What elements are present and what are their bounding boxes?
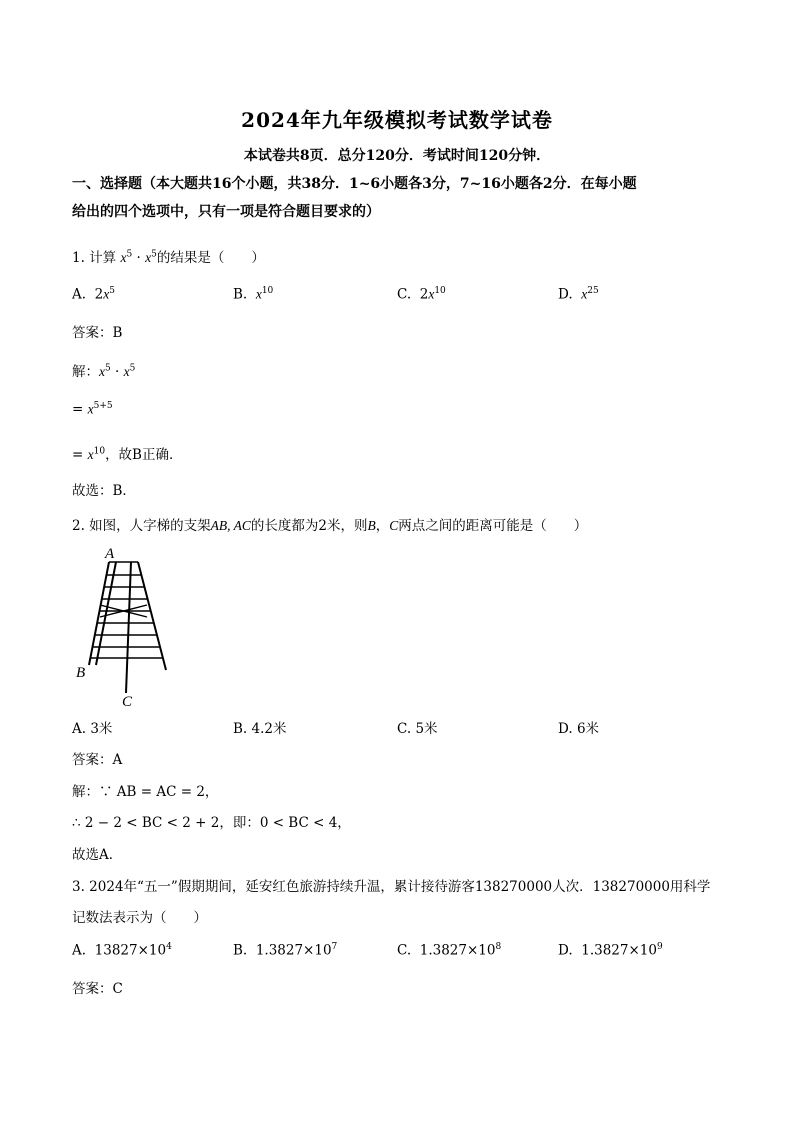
q1-base-2: x — [145, 250, 152, 265]
sol-base-2: x — [123, 364, 130, 379]
q2-point-b: B — [367, 518, 376, 533]
option-mantissa: 1.3827×10 — [255, 942, 332, 959]
option-label: B. — [233, 942, 248, 959]
q2-option-c — [397, 717, 438, 737]
sol-base: x — [99, 364, 105, 379]
q1-solution-line3 — [72, 443, 182, 463]
q1-option-a — [72, 286, 115, 303]
ladder-rails — [89, 562, 166, 693]
option-label: C. — [397, 721, 412, 737]
label-b: B — [76, 665, 86, 681]
option-coef: 2 — [94, 286, 104, 303]
option-exp: 4 — [166, 942, 172, 952]
option-exp: 7 — [331, 942, 338, 952]
equals-sign: = — [72, 447, 84, 463]
option-exp: 10 — [261, 286, 274, 296]
option-base: x — [255, 286, 262, 302]
q1-answer: 答案：B — [72, 325, 123, 341]
option-base: x — [428, 286, 435, 302]
option-exp: 10 — [434, 286, 446, 296]
q1-exp: 5 — [126, 249, 133, 260]
option-text: 3米 — [90, 721, 113, 737]
option-label: C. — [397, 286, 412, 303]
option-label: A. — [72, 942, 87, 959]
q2-stem-text: 2. 如图，人字梯的支架 — [72, 518, 211, 534]
option-mantissa: 13827×10 — [94, 942, 167, 959]
q2-solution-line1: 解：∵ AB = AC = 2， — [72, 784, 219, 800]
option-base: x — [103, 286, 110, 302]
q1-stem — [72, 246, 265, 266]
q3-stem-line1: 3. 2024年“五一”假期期间，延安红色旅游持续升温，累计接待游客138270000人次．138270000用科学 — [72, 879, 711, 895]
q2-solution-line2: ∴ 2 − 2 < BC < 2 + 2，即：0 < BC < 4， — [72, 815, 351, 831]
q2-option-d — [558, 717, 599, 737]
q1-option-b — [233, 286, 273, 303]
option-label: A. — [72, 721, 87, 737]
option-base: x — [581, 286, 588, 302]
q3-answer: 答案：C — [72, 981, 123, 997]
option-label: D. — [558, 721, 573, 737]
q1-option-d — [558, 286, 599, 303]
option-label: B. — [233, 721, 248, 737]
equals-sign: = — [72, 401, 84, 418]
section-heading — [72, 170, 732, 226]
q2-point-c: C — [389, 518, 399, 533]
q1-exp-2: 5 — [151, 249, 157, 260]
q1-dot: · — [136, 250, 141, 266]
sol-exp: 10 — [93, 446, 106, 457]
option-mantissa: 1.3827×10 — [419, 942, 496, 959]
sol-base: x — [87, 401, 94, 417]
q1-base: x — [120, 250, 127, 265]
q1-stem-text: 1. 计算 — [72, 250, 117, 266]
q2-stem-tail: 两点之间的距离可能是（ ） — [398, 518, 588, 534]
q2-option-b — [233, 717, 287, 737]
label-a: A — [105, 546, 115, 562]
section-heading-line1: 一、选择题（本大题共16个小题，共38分．1~6小题各3分，7~16小题各2分．在每小题 — [72, 176, 637, 192]
option-label: C. — [397, 942, 412, 959]
option-coef: 2 — [419, 286, 429, 303]
q2-option-a — [72, 717, 112, 737]
q1-conclusion: 故选：B． — [72, 483, 136, 499]
option-label: A. — [72, 286, 87, 303]
option-exp: 25 — [587, 286, 599, 296]
sol-base: x — [87, 447, 94, 462]
sol-exp-2: 5 — [129, 363, 136, 374]
q2-segments: AB, AC — [210, 518, 251, 533]
q3-option-d — [558, 942, 663, 959]
option-exp: 9 — [656, 942, 663, 952]
sol-exp: 5+5 — [93, 401, 113, 411]
option-label: D. — [558, 286, 573, 303]
q3-option-a — [72, 942, 172, 959]
q3-stem-line2: 记数法表示为（ ） — [72, 910, 207, 926]
q2-conclusion: 故选A． — [72, 847, 123, 863]
q1-stem-tail: 的结果是（ ） — [156, 250, 265, 266]
option-exp: 8 — [495, 942, 502, 952]
exam-info: 本试卷共8页．总分120分．考试时间120分钟． — [243, 148, 551, 164]
q3-option-c — [397, 942, 501, 959]
section-heading-line2: 给出的四个选项中，只有一项是符合题目要求的） — [72, 204, 380, 220]
sol-exp: 5 — [105, 363, 111, 374]
solution-label: 解： — [72, 364, 99, 380]
option-text: 5米 — [415, 721, 438, 737]
option-label: D. — [558, 942, 573, 959]
page-title: 2024年九年级模拟考试数学试卷 — [241, 108, 553, 132]
ladder-figure — [72, 545, 182, 710]
q3-option-b — [233, 942, 337, 959]
q2-answer: 答案：A — [72, 752, 123, 768]
option-label: B. — [233, 286, 248, 303]
q2-comma: ， — [375, 518, 390, 534]
q1-solution-line2 — [72, 401, 113, 418]
q2-stem — [72, 514, 587, 534]
option-text: 4.2米 — [251, 721, 287, 737]
sol-dot: · — [115, 364, 120, 380]
q1-solution-line1 — [72, 360, 135, 380]
option-text: 6米 — [576, 721, 600, 737]
option-exp: 5 — [109, 286, 115, 296]
label-c: C — [122, 694, 133, 710]
option-mantissa: 1.3827×10 — [581, 942, 657, 959]
q1-option-c — [397, 286, 446, 303]
q2-stem-mid: 的长度都为2米，则 — [250, 518, 368, 534]
sol-tail: ，故B正确． — [105, 447, 183, 463]
